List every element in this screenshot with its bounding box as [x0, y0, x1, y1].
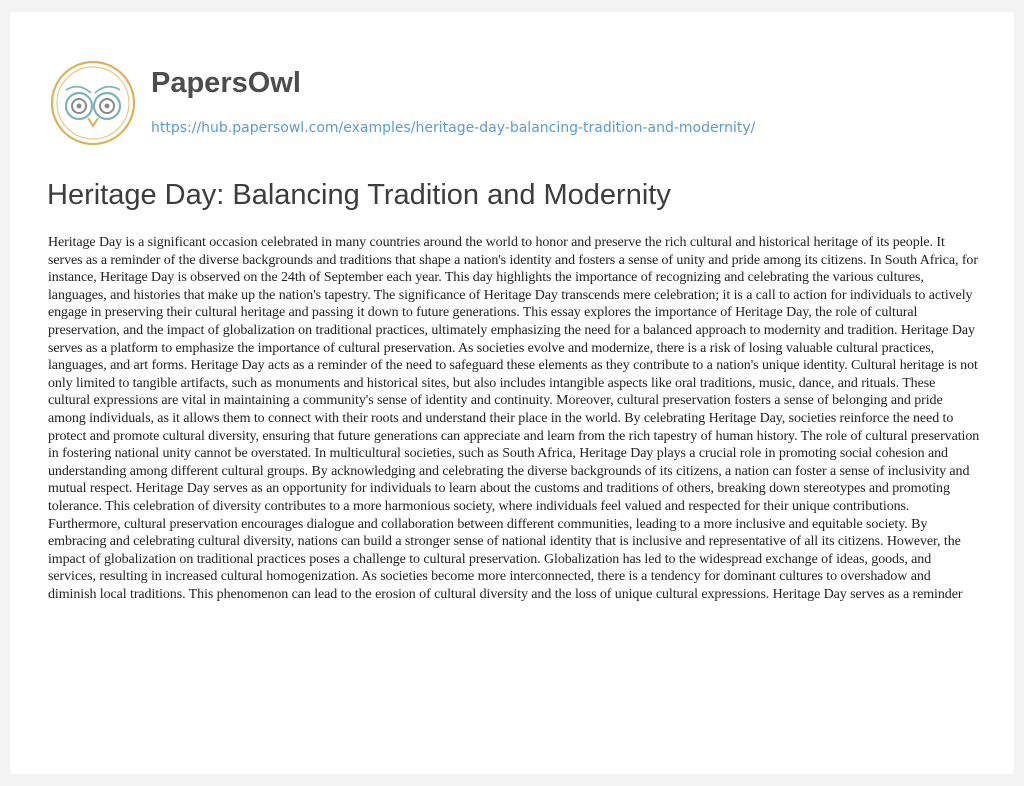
source-url[interactable]: https://hub.papersowl.com/examples/heritage-day-balancing-tradition-and-modernity/ — [151, 120, 756, 136]
brand-header — [50, 32, 990, 142]
document-page — [10, 12, 1014, 774]
document-body: Heritage Day is a significant occasion celebrated in many countries around the world to honor and preserve the rich cultural and historical heritage of its people. It serves as a reminder of the diverse backgrounds and traditions that shape a nation's identity and fosters a sense of unity and pride among its citizens. In South Africa, for instance, Heritage Day is observed on the 24th of September each year. This day highlights the importance of recognizing and celebrating the various cultures, languages, and histories that make up the nation's tapestry. The significance of Heritage Day transcends mere celebration; it is a call to action for individuals to actively engage in preserving their cultural heritage and passing it down to future generations. This essay explores the importance of Heritage Day, the role of cultural preservation, and the impact of globalization on traditional practices, ultimately emphasizing the need for a balanced approach to modernity and tradition. Heritage Day serves as a platform to emphasize the importance of cultural preservation. As societies evolve and modernize, there is a risk of losing valuable cultural practices, languages, and art forms. Heritage Day acts as a reminder of the need to safeguard these elements as they contribute to a nation's unique identity. Cultural heritage is not only limited to tangible artifacts, such as monuments and historical sites, but also includes intangible aspects like oral traditions, music, dance, and rituals. These cultural expressions are vital in maintaining a community's sense of identity and continuity. Moreover, cultural preservation fosters a sense of belonging and pride among individuals, as it allows them to connect with their roots and understand their place in the world. By celebrating Heritage Day, societies reinforce the need to protect and promote cultural diversity, ensuring that future generations can appreciate and learn from the rich tapestry of human history. The role of cultural preservation in fostering national unity cannot be overstated. In multicultural societies, such as South Africa, Heritage Day plays a crucial role in promoting social cohesion and understanding among different cultural groups. By acknowledging and celebrating the diverse backgrounds of its citizens, a nation can foster a sense of inclusivity and mutual respect. Heritage Day serves as an opportunity for individuals to learn about the customs and traditions of others, breaking down stereotypes and promoting tolerance. This celebration of diversity contributes to a more harmonious society, where individuals feel valued and respected for their unique contributions. Furthermore, cultural preservation encourages dialogue and collaboration between different communities, leading to a more inclusive and equitable society. By embracing and celebrating cultural diversity, nations can build a stronger sense of national identity that is inclusive and representative of all its citizens. However, the impact of globalization on traditional practices poses a challenge to cultural preservation. Globalization has led to the widespread exchange of ideas, goods, and services, resulting in increased cultural homogenization. As societies become more interconnected, there is a tendency for dominant cultures to overshadow and diminish local traditions. This phenomenon can lead to the erosion of cultural diversity and the loss of unique cultural expressions. Heritage Day serves as a reminder — [48, 235, 980, 602]
brand-name: PapersOwl — [151, 67, 301, 99]
owl-eyes-icon — [50, 60, 136, 146]
document-title: Heritage Day: Balancing Tradition and Modernity — [47, 179, 671, 211]
